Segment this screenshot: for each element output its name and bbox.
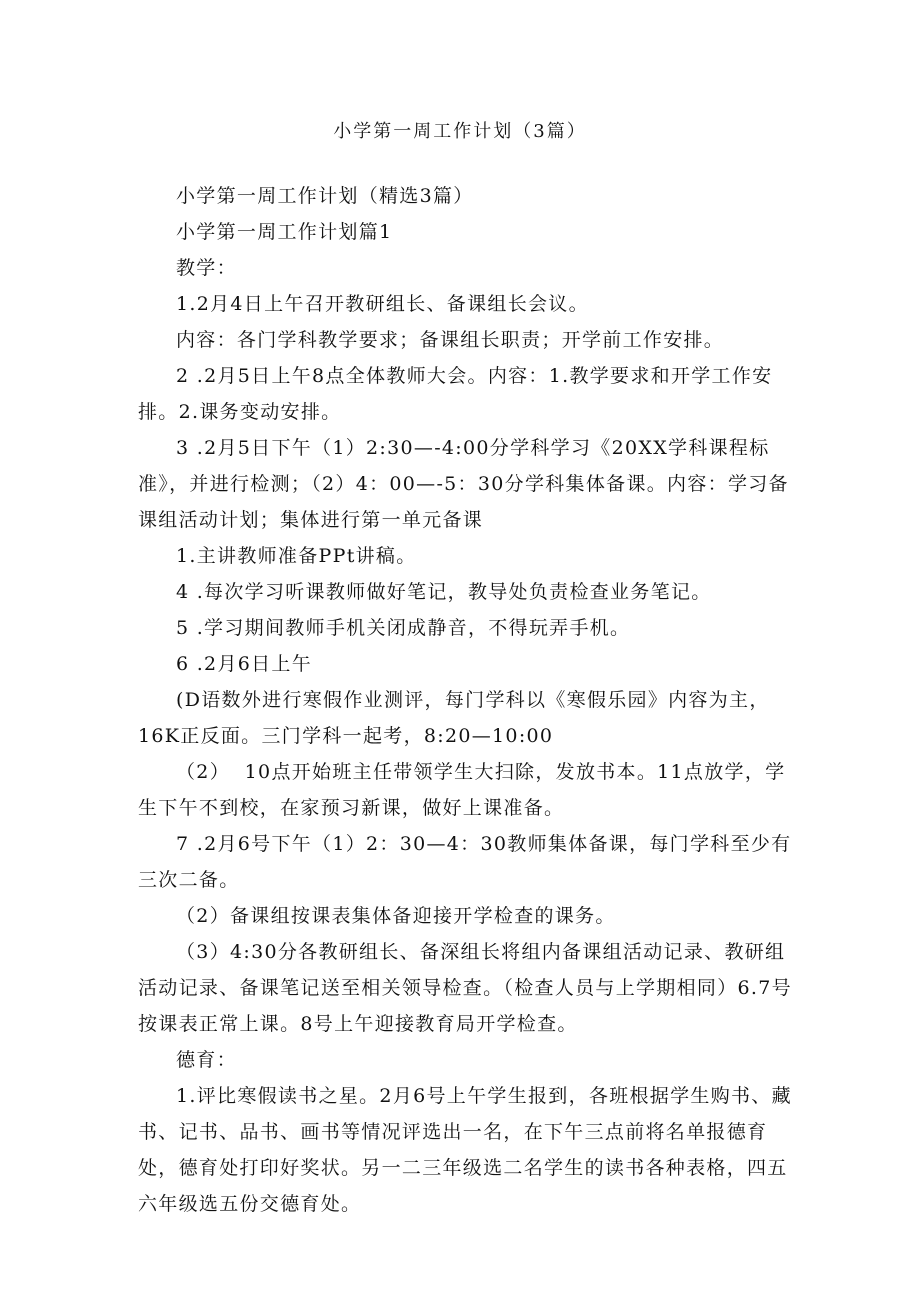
paragraph: （2）备课组按课表集体备迎接开学检查的课务。 <box>176 905 616 927</box>
document-body <box>138 178 798 1222</box>
moral-education-heading: 德育： <box>176 1049 237 1071</box>
paragraph: (D语数外进行寒假作业测评，每门学科以《寒假乐园》内容为主，16K正反面。三门学科一起考，8:20—10:00 <box>138 689 770 747</box>
paragraph: 4 .每次学习听课教师做好笔记，教导处负责检查业务笔记。 <box>176 581 712 603</box>
document-title: 小学第一周工作计划（3篇） <box>333 121 587 142</box>
paragraph: （2） 10点开始班主任带领学生大扫除，发放书本。11点放学，学生下午不到校，在家预习新课，做好上课准备。 <box>138 761 786 819</box>
section-heading: 小学第一周工作计划篇1 <box>176 221 393 243</box>
paragraph: 1.评比寒假读书之星。2月6号上午学生报到，各班根据学生购书、藏书、记书、品书、画书等情况评选出一名，在下午三点前将名单报德育处，德育处打印好奖状。另一二三年级选二名学生的读书各种表格，四五六年级选五份交德育处。 <box>138 1085 792 1215</box>
paragraph: 7 .2月6号下午（1）2：30—4：30教师集体备课，每门学科至少有三次二备。 <box>138 833 792 891</box>
paragraph: 3 .2月5日下午（1）2:30—-4:00分学科学习《20XX学科课程标准》，并进行检测；（2）4：00—-5：30分学科集体备课。内容：学习备课组活动计划；集体进行第一单元备课 <box>138 437 789 531</box>
paragraph: 内容：各门学科教学要求；备课组长职责；开学前工作安排。 <box>176 329 725 351</box>
paragraph: 5 .学习期间教师手机关闭成静音，不得玩弄手机。 <box>176 617 631 639</box>
paragraph: 1.主讲教师准备PPt讲稿。 <box>176 545 417 567</box>
paragraph: 2 .2月5日上午8点全体教师大会。内容：1.教学要求和开学工作安排。2.课务变动安排。 <box>138 365 773 423</box>
paragraph: 6 .2月6日上午 <box>176 653 313 675</box>
subtitle-paragraph: 小学第一周工作计划（精选3篇） <box>176 185 474 207</box>
paragraph: （3）4:30分各教研组长、备深组长将组内备课组活动记录、教研组活动记录、备课笔记送至相关领导检查。（检查人员与上学期相同）6.7号按课表正常上课。8号上午迎接教育局开学检查。 <box>138 941 792 1035</box>
paragraph: 1.2月4日上午召开教研组长、备课组长会议。 <box>176 293 589 315</box>
teaching-heading: 教学： <box>176 257 237 279</box>
